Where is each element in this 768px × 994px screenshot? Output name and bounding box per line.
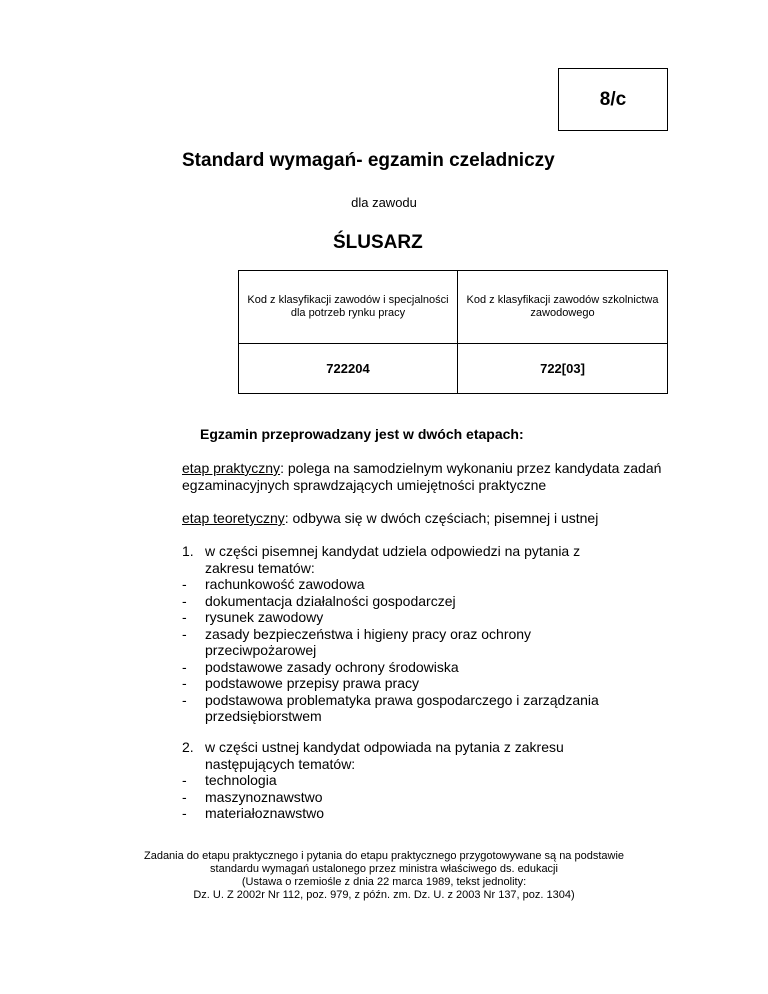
practical-stage-text: : polega na samodzielnym wykonaniu przez kandydata zadań egzaminacyjnych sprawdzających umiejętności praktyczne bbox=[182, 460, 662, 493]
bullet: - bbox=[182, 691, 187, 708]
practical-stage bbox=[182, 460, 682, 494]
table-header-school: Kod z klasyfikacji zawodów szkolnictwa zawodowego bbox=[458, 271, 668, 344]
list-item-text: przeciwpożarowej bbox=[205, 642, 317, 658]
list-item-text: maszynoznawstwo bbox=[205, 788, 323, 805]
theoretical-stage-label: etap teoretyczny bbox=[182, 510, 285, 526]
written-intro: w części pisemnej kandydat udziela odpowiedzi na pytania z bbox=[205, 543, 581, 559]
bullet: - bbox=[182, 788, 187, 805]
document-title: Standard wymagań- egzamin czeladniczy bbox=[182, 150, 555, 171]
list-item-text: rachunkowość zawodowa bbox=[205, 576, 365, 592]
classification-table bbox=[238, 270, 668, 394]
legal-footnote bbox=[0, 850, 768, 902]
written-part-list bbox=[182, 543, 599, 725]
bullet: - bbox=[182, 576, 187, 592]
table-header-labor-market: Kod z klasyfikacji zawodów i specjalności dla potrzeb rynku pracy bbox=[239, 271, 458, 344]
bullet: - bbox=[182, 658, 187, 675]
list-item-text: dokumentacja działalności gospodarczej bbox=[205, 592, 456, 609]
footnote-line: standardu wymagań ustalonego przez ministra właściwego ds. edukacji bbox=[210, 863, 558, 875]
list-item-text: technologia bbox=[205, 772, 277, 788]
profession-name: ŚLUSARZ bbox=[333, 232, 423, 253]
oral-intro: w części ustnej kandydat odpowiada na pytania z zakresu bbox=[205, 739, 564, 755]
footnote-line: Zadania do etapu praktycznego i pytania do etapu praktycznego przygotowywane są na podstawie bbox=[143, 850, 625, 862]
theoretical-stage-text: : odbywa się w dwóch częściach; pisemnej i ustnej bbox=[284, 510, 599, 526]
list-item-text: podstawowe przepisy prawa pracy bbox=[205, 675, 419, 691]
list-item bbox=[182, 626, 599, 643]
footnote-line: Dz. U. Z 2002r Nr 112, poz. 979, z późn. zm. Dz. U. z 2003 Nr 137, poz. 1304) bbox=[193, 889, 575, 901]
list-item bbox=[182, 692, 599, 709]
written-intro-cont: zakresu tematów: bbox=[205, 559, 315, 576]
list-item-cont bbox=[182, 642, 599, 659]
bullet: - bbox=[182, 675, 187, 691]
document-code-box bbox=[558, 68, 668, 131]
exam-heading: Egzamin przeprowadzany jest w dwóch etapach: bbox=[200, 426, 524, 442]
list-item-cont bbox=[182, 708, 599, 725]
list-item bbox=[182, 789, 564, 806]
bullet: - bbox=[182, 805, 187, 821]
list-item-text: rysunek zawodowy bbox=[205, 609, 324, 625]
list-item-text: zasady bezpieczeństwa i higieny pracy oraz ochrony bbox=[205, 625, 532, 642]
document-code: 8/c bbox=[599, 88, 627, 110]
bullet: - bbox=[182, 772, 187, 788]
list-item-text: podstawowe zasady ochrony środowiska bbox=[205, 658, 459, 675]
practical-stage-label: etap praktyczny bbox=[182, 460, 281, 476]
oral-part-list bbox=[182, 739, 564, 822]
list-item bbox=[182, 609, 599, 626]
bullet: - bbox=[182, 592, 187, 609]
table-value-labor-market: 722204 bbox=[239, 344, 458, 394]
list-item-text: podstawowa problematyka prawa gospodarczego i zarządzania bbox=[205, 691, 599, 708]
bullet: - bbox=[182, 609, 187, 625]
list-item-text: materiałoznawstwo bbox=[205, 805, 325, 821]
list-item bbox=[182, 576, 599, 593]
list-item bbox=[182, 659, 599, 676]
list-item bbox=[182, 772, 564, 789]
document-subtitle: dla zawodu bbox=[351, 195, 417, 210]
footnote-line: (Ustawa o rzemiośle z dnia 22 marca 1989, tekst jednolity: bbox=[241, 876, 527, 888]
list-item bbox=[182, 593, 599, 610]
table-value-school: 722[03] bbox=[458, 344, 668, 394]
bullet: - bbox=[182, 625, 187, 642]
list-number: 2. bbox=[182, 739, 194, 755]
list-item bbox=[182, 675, 599, 692]
list-item bbox=[182, 805, 564, 822]
list-number: 1. bbox=[182, 543, 194, 559]
list-item-text: przedsiębiorstwem bbox=[205, 708, 322, 724]
oral-intro-cont: następujących tematów: bbox=[205, 755, 356, 772]
theoretical-stage bbox=[182, 510, 702, 527]
